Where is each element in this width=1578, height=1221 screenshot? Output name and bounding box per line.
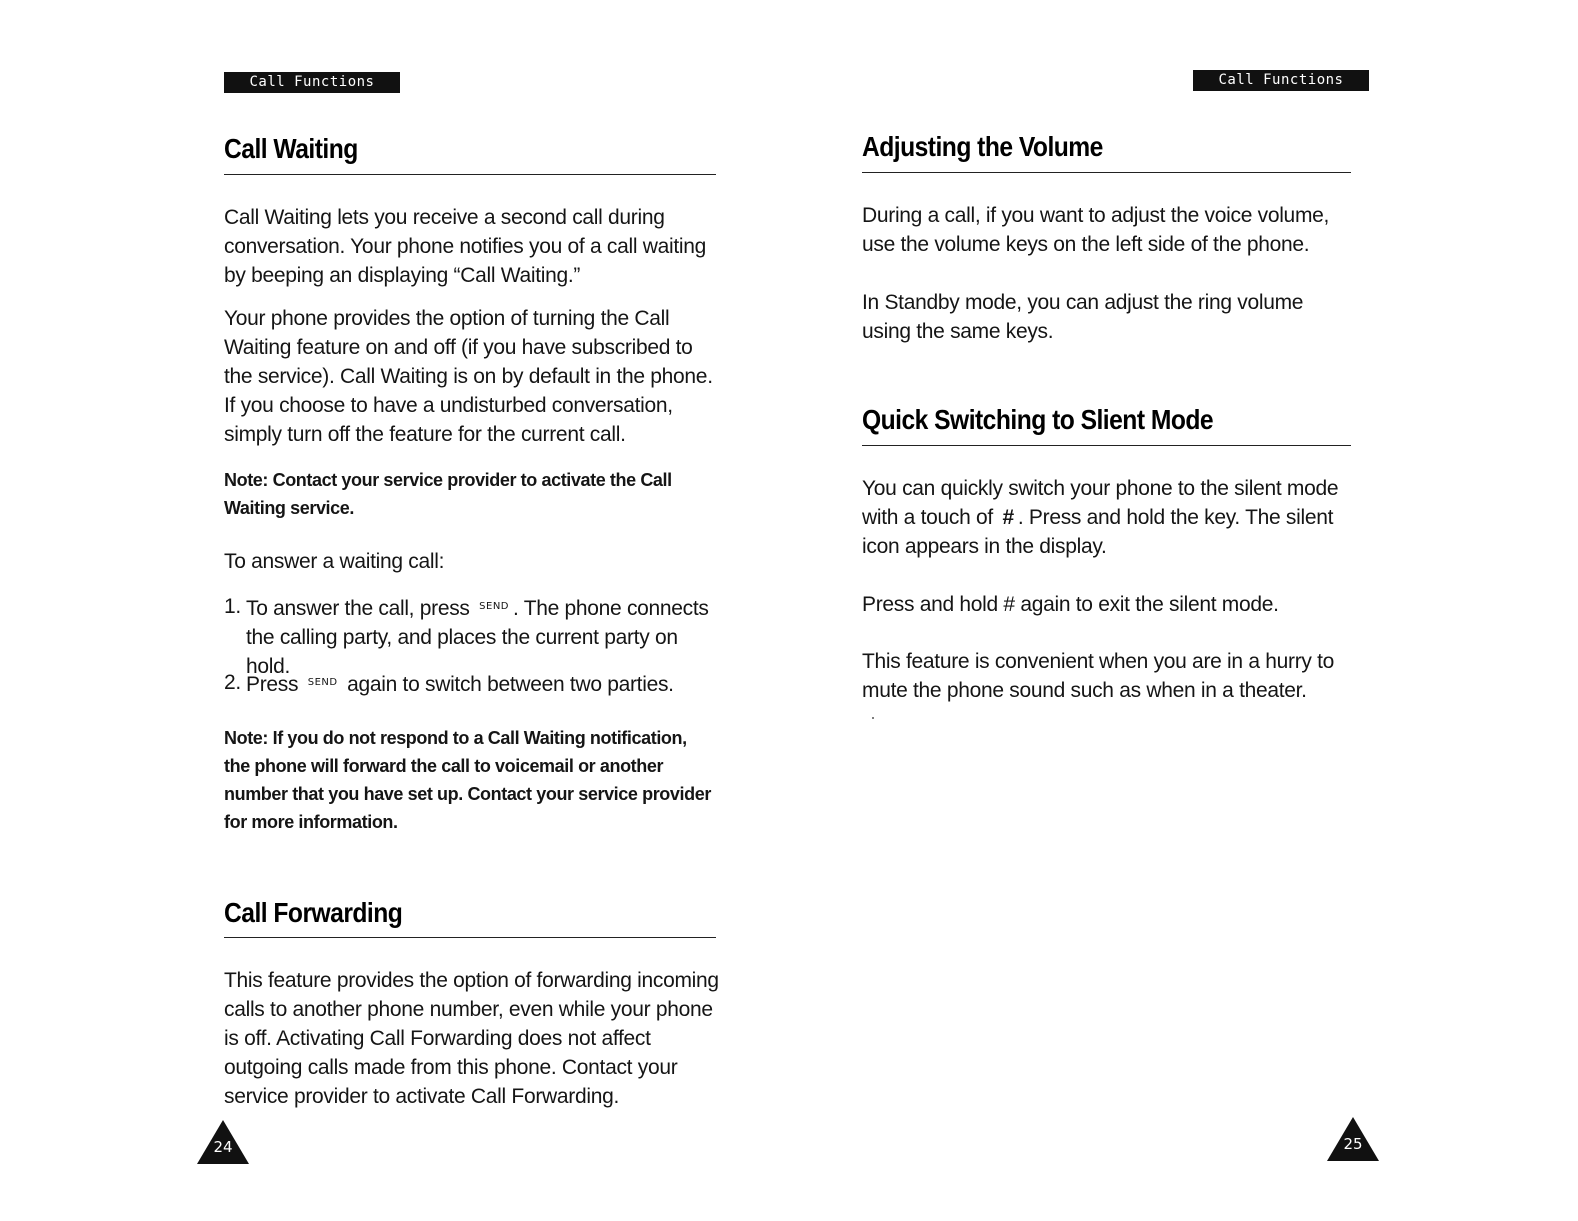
step-text: Press [246,673,299,696]
note-activate-call-waiting [224,466,716,522]
note-label: Note: [224,470,268,490]
page-number-label: 25 [1343,1135,1363,1153]
silent-mode-convenience: This feature is convenient when you are in a hurry to mute the phone sound such as when in a theater. [862,650,1335,702]
page-number-25 [1325,1115,1381,1163]
page-number-24 [195,1118,251,1166]
adjusting-volume-title: Adjusting the Volume [862,131,1103,162]
silent-mode-title: Quick Switching to Slient Mode [862,404,1214,435]
silent-mode-text: You can quickly switch your phone to the silent mode with a touch of [862,477,1339,529]
stray-mark [872,717,874,719]
section-header-tab: Call Functions [224,72,400,93]
note-text: Contact your service provider to activate the Call Waiting service. [224,470,672,518]
send-key-icon: SEND [479,601,510,612]
silent-mode-text-continued: . Press and hold the key. The silent icon appears in the display. [862,506,1334,558]
step-text-continued: . The phone connects the calling party, and places the current party on hold. [246,597,709,678]
title-divider [862,172,1351,173]
title-divider [862,445,1351,446]
adjusting-volume-standby: In Standby mode, you can adjust the ring volume using the same keys. [862,291,1304,343]
call-forwarding-title: Call Forwarding [224,897,403,928]
adjusting-volume-during-call: During a call, if you want to adjust the voice volume, use the volume keys on the left side of the phone. [862,204,1330,256]
call-forwarding-description: This feature provides the option of forwarding incoming calls to another phone number, even while your phone is off. Activating Call Forwarding does not affect outgoing calls made from this phone. Contact your service provider to activate Call Forwarding. [224,969,719,1108]
step-text-continued: again to switch between two parties. [347,673,674,696]
answer-intro: To answer a waiting call: [224,550,445,573]
step-number: 1. [224,595,241,618]
call-waiting-option-paragraph: Your phone provides the option of turning the Call Waiting feature on and off (if you have subscribed to the service). Call Waiting is on by default in the phone. If you choose to have a undisturbed conversation, simply turn off the feature for the current call. [224,307,713,446]
section-header-tab: Call Functions [1193,70,1369,91]
note-label: Note: [224,728,268,748]
send-key-icon: SEND [307,677,338,688]
silent-mode-exit: Press and hold # again to exit the silent mode. [862,593,1279,616]
silent-mode-switch-description [862,474,1352,561]
call-waiting-intro: Call Waiting lets you receive a second call during conversation. Your phone notifies you of a call waiting by beeping an displaying “Call Waiting.” [224,206,706,287]
right-page [789,0,1578,1221]
note-call-waiting-forward [224,724,716,836]
title-divider [224,937,716,938]
title-divider [224,174,716,175]
step-number: 2. [224,671,241,694]
step-text: To answer the call, press [246,597,470,620]
note-text: If you do not respond to a Call Waiting notification, the phone will forward the call to voicemail or another number that you have set up. Contact your service provider for more information. [224,728,711,832]
list-item-step-2 [224,668,720,699]
call-waiting-title: Call Waiting [224,133,358,164]
page-number-label: 24 [213,1138,233,1156]
hash-key-icon: # [1002,506,1014,529]
